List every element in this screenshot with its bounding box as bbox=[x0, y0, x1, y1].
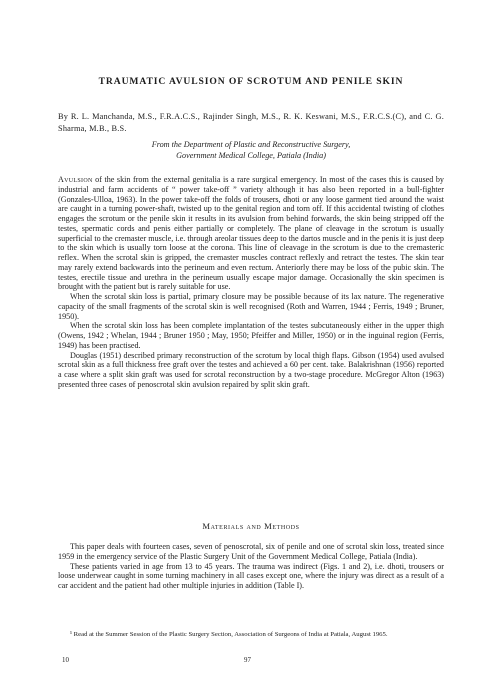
intro-paragraph bbox=[58, 175, 444, 292]
page-number: 97 bbox=[244, 657, 251, 664]
intro-lead-word: Avulsion bbox=[58, 175, 93, 184]
affiliation-line-1: From the Department of Plastic and Reconstructive Surgery, bbox=[151, 140, 351, 149]
body-paragraph: When the scrotal skin loss is partial, primary closure may be possible because of its lax nature. The regenerative capacity of the small fragments of the scrotal skin is well recognised (Roth and Warren, 1944 ; Ferris, 1949 ; Bruner, 1950). bbox=[58, 292, 444, 321]
introduction-text bbox=[58, 175, 444, 390]
methods-text bbox=[58, 542, 444, 591]
intro-paragraph-text: of the skin from the external genitalia is a rare surgical emergency. In most of the cases this is caused by industrial and farm accidents of “ power take-off ” variety although it has also been reported in a bull-fighter (Gonzales-Ulloa, 1963). In the power take-off the folds of trousers, dhoti or any loose garment tied around the waist are caught in a turning power-shaft, twisted up to the genital region and torn off. If this accidental twisting of clothes engages the scrotum or the penile skin it results in its avulsion from behind forwards, the skin being stripped off the testes, spermatic cords and penis either partially or completely. The plane of cleavage in the scrotum is usually superficial to the cremaster muscle, i.e. through areolar tissues deep to the dartos muscle and in the penis it is just deep to the skin which is usually torn loose at the corona. This line of cleavage in the scrotum is due to the cremasteric reflex. When the scrotal skin is gripped, the cremaster muscles contract reflexly and retract the testes. The skin tear may rarely extend backwards into the perineum and even rectum. Anteriorly there may be loss of the pubic skin. The testes, erectile tissue and urethra in the perineum usually escape major damage. Occasionally the skin specimen is brought with the patient but is rarely suitable for use. bbox=[58, 175, 444, 292]
section-heading: Materials and Methods bbox=[202, 521, 300, 531]
article-title: TRAUMATIC AVULSION OF SCROTUM AND PENILE SKIN bbox=[98, 76, 404, 87]
footnote bbox=[58, 631, 444, 639]
body-paragraph: Douglas (1951) described primary reconstruction of the scrotum by local thigh flaps. Gibson (1954) used avulsed scrotal skin as a full thickness free graft over the testes and achieved a 60 per cent. take. Balakrishnan (1956) reported a case where a split skin graft was used for scrotal reconstruction by a two-stage procedure. McGregor Alton (1963) presented three cases of penoscrotal skin avulsion repaired by split skin graft. bbox=[58, 350, 444, 389]
affiliation-line-2: Government Medical College, Patiala (India) bbox=[176, 151, 326, 160]
affiliation bbox=[58, 139, 444, 161]
footnote-text: ¹ Read at the Summer Session of the Plastic Surgery Section, Association of Surgeons of India at Patiala, August 1965. bbox=[70, 631, 388, 638]
methods-paragraph: This paper deals with fourteen cases, seven of penoscrotal, six of penile and one of scrotal skin loss, treated since 1959 in the emergency service of the Plastic Surgery Unit of the Government Medical College, Patiala (India). bbox=[58, 542, 444, 561]
author-list: By R. L. Manchanda, M.S., F.R.A.C.S., Rajinder Singh, M.S., R. K. Keswani, M.S., F.R.C.S.(C), and C. G. Sharma, M.B., B.S. bbox=[58, 112, 444, 133]
body-paragraph: When the scrotal skin loss has been complete implantation of the testes subcutaneously either in the upper thigh (Owens, 1942 ; Whelan, 1944 ; Bruner 1950 ; May, 1950; Pfeiffer and Miller, 1950) or in the inguinal region (Ferris, 1949) has been practised. bbox=[58, 321, 444, 350]
folio-left: 10 bbox=[62, 657, 69, 664]
methods-paragraph: These patients varied in age from 13 to 45 years. The trauma was indirect (Figs. 1 and 2), i.e. dhoti, trousers or loose underwear caught in some turning machinery in all cases except one, where the injury was direct as a result of a car accident and the patient had other multiple injuries in addition (Table I). bbox=[58, 561, 444, 590]
